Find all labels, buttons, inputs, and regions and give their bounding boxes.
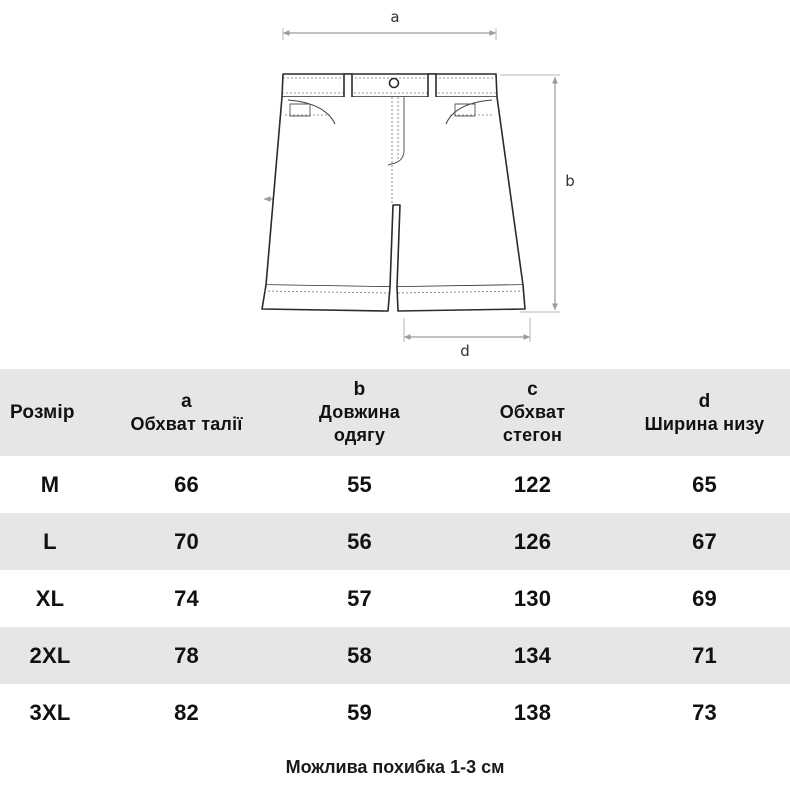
dimension-a-label: a bbox=[390, 8, 400, 26]
value-cell: 67 bbox=[692, 528, 717, 554]
value-cell: 138 bbox=[513, 699, 552, 725]
shorts-diagram bbox=[0, 0, 790, 360]
column-header-d bbox=[619, 390, 790, 436]
dimension-b-label: b bbox=[565, 172, 575, 190]
value-cell: 58 bbox=[347, 642, 372, 668]
dimension-a bbox=[283, 8, 496, 40]
value-cell: 66 bbox=[174, 471, 199, 497]
table-row bbox=[0, 513, 790, 570]
value-cell: 55 bbox=[347, 471, 372, 497]
column-letter: c bbox=[527, 379, 538, 400]
table-row bbox=[0, 456, 790, 513]
table-header-row bbox=[0, 369, 790, 456]
value-cell: 59 bbox=[347, 699, 372, 725]
value-cell: 73 bbox=[692, 699, 717, 725]
size-cell: L bbox=[43, 528, 57, 554]
column-letter: d bbox=[698, 390, 711, 412]
value-cell: 134 bbox=[513, 642, 552, 668]
column-title: Ширина низу bbox=[644, 413, 765, 434]
value-cell: 126 bbox=[513, 528, 552, 554]
column-header-c bbox=[446, 378, 619, 447]
size-column-header: Розмір bbox=[10, 402, 75, 423]
value-cell: 130 bbox=[513, 585, 552, 611]
column-letter: b bbox=[353, 379, 366, 400]
value-cell: 65 bbox=[692, 471, 717, 497]
table-row bbox=[0, 570, 790, 627]
table-row bbox=[0, 684, 790, 741]
value-cell: 122 bbox=[513, 471, 552, 497]
dimension-d bbox=[404, 318, 530, 360]
value-cell: 74 bbox=[174, 585, 199, 611]
tolerance-note: Можлива похибка 1-3 см bbox=[285, 757, 505, 777]
size-cell: 3XL bbox=[29, 699, 71, 725]
value-cell: 82 bbox=[174, 699, 199, 725]
shorts-drawing bbox=[0, 0, 790, 360]
value-cell: 78 bbox=[174, 642, 199, 668]
value-cell: 70 bbox=[174, 528, 199, 554]
column-header-b bbox=[273, 378, 446, 447]
value-cell: 57 bbox=[347, 585, 372, 611]
value-cell: 69 bbox=[692, 585, 717, 611]
size-cell: M bbox=[40, 471, 60, 497]
size-table bbox=[0, 369, 790, 741]
column-title: Довжина одягу bbox=[319, 402, 400, 445]
dimension-d-label: d bbox=[460, 342, 470, 360]
column-header-a bbox=[100, 390, 273, 436]
value-cell: 71 bbox=[692, 642, 717, 668]
shorts-outline bbox=[262, 74, 525, 311]
size-cell: XL bbox=[35, 585, 65, 611]
column-letter: a bbox=[181, 390, 192, 412]
value-cell: 56 bbox=[347, 528, 372, 554]
table-row bbox=[0, 627, 790, 684]
size-cell: 2XL bbox=[29, 642, 71, 668]
column-title: Обхват талії bbox=[130, 413, 243, 434]
column-title: Обхват стегон bbox=[499, 402, 566, 445]
